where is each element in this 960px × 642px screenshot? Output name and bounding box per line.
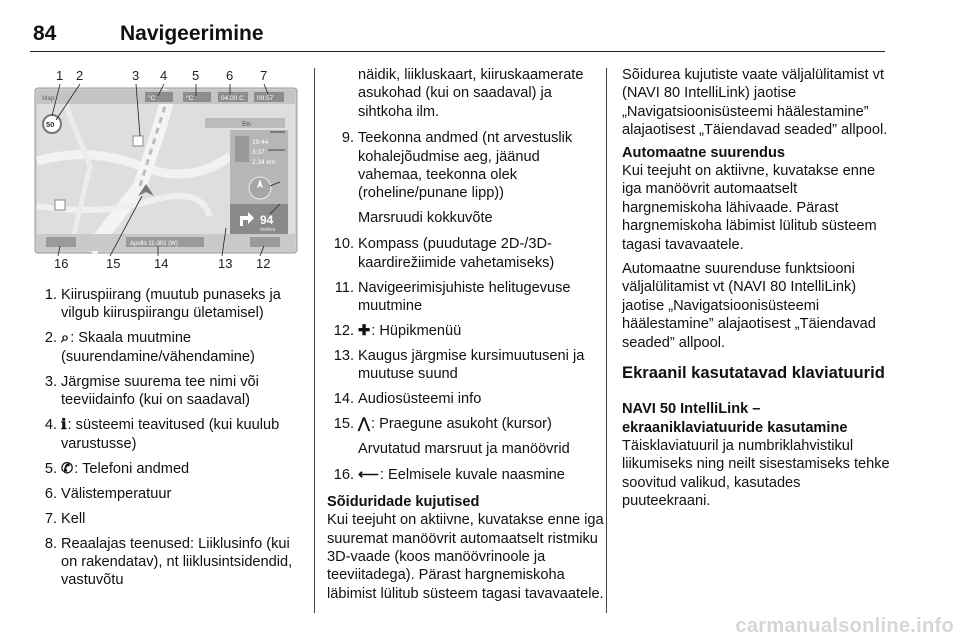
callout-label: 1 (56, 68, 64, 83)
list-item: 5 . ✆: Telefoni andmed (30, 460, 306, 478)
paragraph: Täisklaviatuuril ja numbriklahvistikul liikumiseks ning neilt sisestamiseks tehke soovitud valikud, kasutades puuteekraani. (622, 437, 890, 510)
arrival-time: 19:44 (252, 139, 269, 146)
callout-label: 15 (106, 256, 121, 271)
callout-label: 16 (54, 256, 69, 271)
lanes-heading: Sõiduridade kujutised (327, 493, 480, 510)
list-item: 4 . ℹ: süsteemi teavitused (kui kuulub varustusse) (30, 416, 306, 453)
section-title: Ekraanil kasutatavad klaviatuurid (622, 363, 885, 383)
column-right (622, 66, 890, 517)
list-item: 15 . ⋀: Praegune asukoht (kursor) (327, 415, 605, 433)
callout-label: 12 (256, 256, 271, 271)
sub-heading: NAVI 50 IntelliLink – ekraaniklaviatuuride kasutamine (622, 401, 848, 436)
column-divider (606, 68, 607, 613)
list-item: 11 . Navigeerimisjuhiste helitugevuse muutmine (327, 279, 605, 316)
remaining-time: 3:37 (252, 149, 265, 156)
cursor-icon: ⋀ (358, 416, 370, 433)
status-item: °C (148, 95, 156, 102)
callout-label: 4 (160, 68, 168, 83)
callout-list (327, 129, 605, 203)
list-item: 12 . ✚: Hüpikmenüü (327, 322, 605, 340)
column-divider (314, 68, 315, 613)
list-item: 14 . Audiosüsteemi info (327, 390, 605, 408)
callout-label: 2 (76, 68, 84, 83)
navigation-screen-illustration (30, 66, 298, 276)
paragraph: Sõidurea kujutiste vaate väljalülitamist vt (NAVI 80 IntelliLink) jaotise „Navigatsioonisüsteemi häälestamine” alajaotisest „Täiendavad seaded” allpool. (622, 67, 888, 139)
speed-limit-value: 50 (46, 120, 55, 129)
list-item: 3 . Järgmise suurema tee nimi või teeviidainfo (kui on saadaval) (30, 373, 306, 410)
column-middle (327, 66, 605, 609)
paragraph: Kui teejuht on aktiivne, kuvatakse enne iga manöövrit automaatselt hargnemiskoha lähivaade. Pärast hargnemiskoha läbimist lülitub süsteem tagasi tavavaatele. (622, 163, 877, 253)
popup-menu-icon (250, 237, 280, 247)
navigation-screen-figure (30, 66, 298, 276)
status-item: 04.00 C (221, 95, 244, 102)
list-item: 9 . Teekonna andmed (nt arvestuslik kohalejõudmise aeg, jäänud vahemaa, teekonna olek (roheline/punane lipp)) (327, 129, 605, 203)
list-item: 6 . Välistemperatuur (30, 485, 306, 503)
callout-list (327, 235, 605, 434)
callout-label: 3 (132, 68, 140, 83)
callout-list (30, 286, 306, 590)
remaining-distance: 2.34 km (252, 159, 276, 166)
turn-distance: 94 (260, 213, 274, 227)
paragraph: Automaatne suurenduse funktsiooni väljalülitamist vt (NAVI 80 IntelliLink) jaotise „Navigatsioonisüsteemi häälestamine” alajaotisest „Täiendavad seaded” allpool. (622, 261, 876, 351)
column-left (30, 286, 306, 596)
zoom-icon: ⌕ (61, 330, 70, 347)
list-item: 1 . Kiiruspiirang (muutub punaseks ja vilgub kiiruspiirangu ületamisel) (30, 286, 306, 323)
item-subtext: Marsruudi kokkuvõte (358, 209, 493, 226)
callout-label: 7 (260, 68, 268, 83)
lanes-paragraph: Kui teejuht on aktiivne, kuvatakse enne iga suuremat manöövrit automaatselt ristmiku 3D-vaade (koos manöövrinoole ja teeviitadega). Pärast hargnemiskoha läbimist lülitub süsteem tagasi tavavaatele. (327, 512, 604, 602)
back-arrow-icon: ⟵ (358, 467, 379, 484)
list-item: 16 . ⟵: Eelmisele kuvale naasmine (327, 466, 605, 484)
status-item: °C (186, 95, 194, 102)
item-continuation: näidik, liikluskaart, kiiruskaamerate asukohad (kui on saadaval) ja sihtkoha ilm. (358, 67, 584, 120)
phone-icon: ✆ (61, 460, 74, 477)
list-item: 7 . Kell (30, 510, 306, 528)
chapter-title: Navigeerimine (120, 22, 264, 45)
audio-info: Apollo 11-301 (W) (130, 241, 178, 247)
turn-distance-unit: metres (260, 227, 276, 233)
page-number: 84 (33, 22, 57, 45)
map-label: Map (42, 95, 55, 102)
callout-list (327, 466, 605, 484)
back-button-icon (46, 237, 76, 247)
list-item: 13 . Kaugus järgmise kursimuutuseni ja muutuse suund (327, 347, 605, 384)
callout-label: 13 (218, 256, 233, 271)
status-item: 09:57 (257, 95, 274, 102)
info-icon: ℹ (61, 417, 67, 434)
watermark: carmanualsonline.info (735, 615, 954, 637)
callout-label: 6 (226, 68, 234, 83)
next-road-sign: 5% (242, 122, 251, 128)
callout-label: 5 (192, 68, 200, 83)
list-item: 8 . Reaalajas teenused: Liiklusinfo (kui on rakendatav), nt liiklusintsidendid, vastuvõtu (30, 535, 306, 590)
callout-label: 14 (154, 256, 169, 271)
page-header (30, 18, 885, 52)
list-item: 10 . Kompass (puudutage 2D-/3D-kaardirežiimide vahetamiseks) (327, 235, 605, 272)
auto-zoom-heading: Automaatne suurendus (622, 144, 785, 161)
item-subtext: Arvutatud marsruut ja manöövrid (358, 440, 570, 457)
plus-icon: ✚ (358, 323, 371, 340)
list-item: 2 . ⌕: Skaala muutmine (suurendamine/vähendamine) (30, 329, 306, 366)
